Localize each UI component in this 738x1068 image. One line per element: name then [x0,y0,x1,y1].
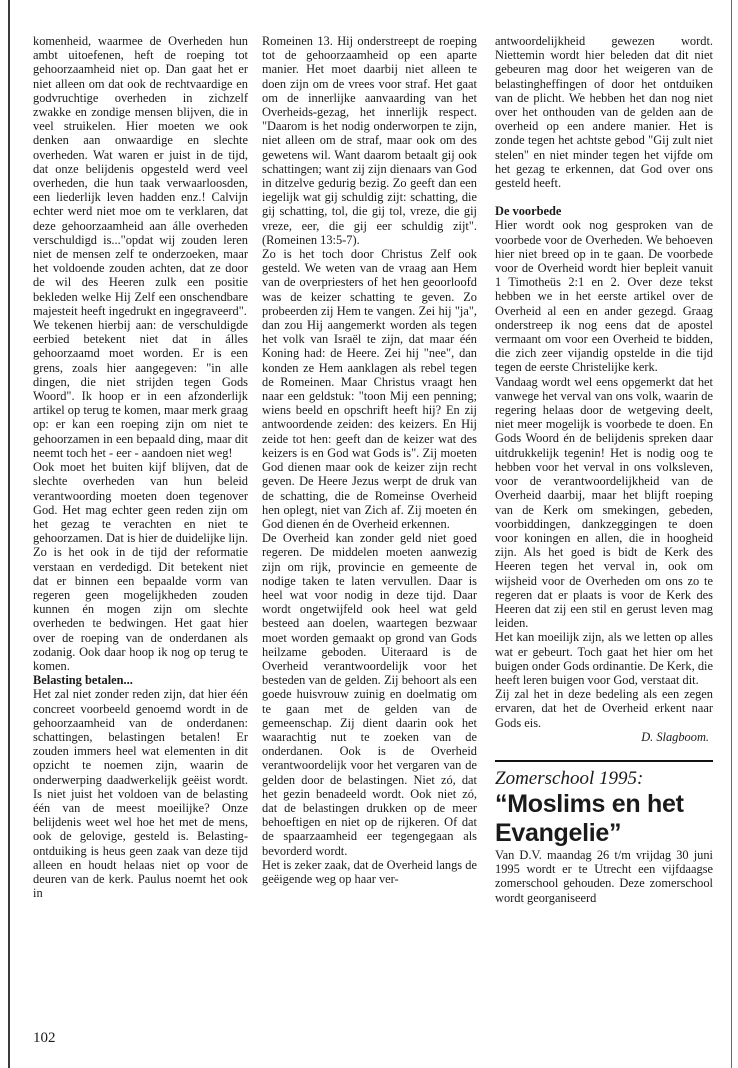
paragraph: antwoordelijkheid gewezen wordt. Niettemin wordt hier beleden dat dit niet gebeuren mag door het weigeren van de belastingheffingen of door het ontduiken van de plicht. We hebben het dan nog niet over het onthouden van de gelden aan de overheid op een andere manier. Het is zonde tegen het achtste gebod "Gij zult niet stelen" en niet minder tegen het vijfde om het gezag te erkennen, dat God over ons gesteld heeft. [495,34,713,191]
page-edge-left [8,0,10,1068]
paragraph: Vandaag wordt wel eens opgemerkt dat het vanwege het verval van ons volk, waarin de regering helaas door de wetgeving deelt, niet meer mogelijk is voorbede te doen. En Gods Woord én de belijdenis spreken daar uitdrukkelijk tegenin! Het is nodig oog te hebben voor het verval in ons volksleven, voor de verantwoordelijkheid van de Overheid daarbij, maar het blijft roeping van de Kerk om smekingen, gebeden, voorbiddingen, dankzeggingen te doen voor koningen en allen, die in hoogheid zijn. Als het goed is bidt de Kerk des Heeren tegen het verval in, ook om wijsheid voor de Overheden om ons zo te regeren dat er plaats is voor de Kerk des Heeren dat zij een stil en gerust leven mag leiden. [495,374,713,631]
announcement-paragraph: Van D.V. maandag 26 t/m vrijdag 30 juni 1995 wordt er te Utrecht een vijfdaagse zomerschool gehouden. Deze zomerschool wordt georganiseerd [495,847,713,905]
column-2 [262,34,477,886]
paragraph: Zij zal het in deze bedeling als een zegen ervaren, dat het de Overheid erkent naar Gods eis. [495,687,713,730]
subheading-belasting: Belasting betalen... [33,673,133,688]
paragraph: Het zal niet zonder reden zijn, dat hier één concreet voorbeeld genoemd wordt in de gehoorzaamheid van de onderdanen: schattingen, belastingen betalen! Er zouden immers heel wat elementen in dit opzicht te noemen zijn, waarin de onderwerping daadwerkelijk geëist wordt. Is niet juist het voldoen van de belasting één van de meest moeilijke? Onze belijdenis weet wel hoe het met de mens, ook de gelovige, gesteld is. Belasting-ontduiking is heus geen zaak van deze tijd alleen en houdt helaas niet op voor de deuren van de kerk. Paulus noemt het ook in [33,687,248,901]
announcement-kicker: Zomerschool 1995: [495,767,644,789]
page-edge-right [731,0,732,1068]
paragraph: Ook moet het buiten kijf blijven, dat de slechte overheden van hun beleid verantwoording moeten doen tegenover God. Het mag echter geen reden zijn om het gezag te verachten en niet te gehoorzamen. Dat is hier de duidelijke lijn. Zo is het ook in de tijd der reformatie verstaan en verdedigd. Dit betekent niet dat er binnen een bepaalde vorm van regeren geen mogelijkheden zouden kunnen én mogen zijn om slechte overheden te bedwingen. Het gaat hier over de roeping van de onderdanen als zodanig. Ook daar hoop ik nog op terug te komen. [33,460,248,673]
paragraph: Het is zeker zaak, dat de Overheid langs de geëigende weg op haar ver- [262,857,477,886]
section-divider [495,760,713,762]
paragraph: Hier wordt ook nog gesproken van de voorbede voor de Overheden. We behoeven hier niet breed op in te gaan. De voorbede voor de Overheid wordt hier bepleit vanuit 1 Timotheüs 2:1 en 2. Over deze tekst hebben we in het eerste artikel over de Overheid al een en ander gezegd. Graag onderstreep ik nog eens dat de apostel vermaant om voor een Overheid te bidden, die zich zeer vijandig opstelde in die tijd tegen de eerste Christelijke kerk. [495,218,713,375]
page-number: 102 [33,1030,56,1046]
column-1 [33,34,248,900]
column-3 [495,34,713,905]
announcement-headline: “Moslims en het Evangelie” [495,789,684,847]
subheading-voorbede: De voorbede [495,204,562,219]
paragraph: Het kan moeilijk zijn, als we letten op alles wat er gebeurt. Toch gaat het hier om het buigen onder Gods ordinantie. De Kerk, die heeft leren buigen voor God, verstaat dit. [495,630,713,687]
paragraph: komenheid, waarmee de Overheden hun ambt uitoefenen, heft de roeping tot gehoorzaamheid niet op. Dan gaat het er niet alleen om dat ook de rechtvaardige en godvruchtige overheden in zichzelf zwakke en zondige mensen blijven, die in veel struikelen. Hier moeten we ook denken aan onwaardige en slechte overheden. Wat waren er juist in de tijd, dat onze belijdenis opgesteld werd veel overheden, die hun taak verwaarloosden, een liederlijk leven hadden enz.! Calvijn echter werd niet moe om te verklaren, dat deze gehoorzaamheid aan álle overheden verschuldigd is..."opdat wij zouden leren niet de mensen zelf te onderzoeken, maar het voldoende zouden achten, dat ze door de wil des Heeren zulk een positie bekleden welke Hij Zelf een onschendbare majesteit heeft ingedrukt en ingegraveerd". [33,34,248,318]
paragraph: Zo is het toch door Christus Zelf ook gesteld. We weten van de vraag aan Hem van de overpriesters of het hen geoorloofd was de keizer schatting te geven. Zo probeerden zij Hem te vangen. Zei hij "ja", dan zou Hij aangemerkt worden als tegen het volk van Israël te zijn, dat maar één Koning had: de Heere. Zei hij "nee", dan konden ze Hem aanklagen als rebel tegen de Romeinen. Maar Christus vraagt hen naar een geldstuk: "toon Mij een penning; wiens beeld en opschrift heeft hij? En zij antwoordende zeiden: des keizers. En Hij zeide tot hen: geeft dan de keizer wat des keizers is en God wat Gods is". Zij moeten God dienen maar ook de keizer zijn recht geven. De Heere Jezus werpt de druk van de schatting, die de Romeinse Overheid hen oplegt, niet van Zich af. Zij moeten én God dienen én de Overheid erkennen. [262,247,477,531]
author-signature: D. Slagboom. [641,729,709,744]
paragraph: De Overheid kan zonder geld niet goed regeren. De middelen moeten aanwezig zijn om rijk, provincie en gemeente de nodige taken te laten vervullen. Daar is heel wat voor nodig in deze tijd. Daar wordt ongetwijfeld ook heel wat geld besteed aan doelen, waartegen bezwaar moet worden gemaakt op grond van Gods heilzame geboden. Uiteraard is de Overheid verantwoordelijk voor het besteden van de gelden. Zij behoort als een goede huisvrouw zuinig en doelmatig om te gaan met de gelden van de gemeenschap. Zij dient daarin ook het waarachtig nut te zoeken van de onderdanen. Ook is de Overheid verantwoordelijk voor het vergaren van de gelden door de belastingen. Niet zó, dat het gezin benadeeld wordt. Ook niet zó, dat de belastingen drukken op de meer behoeftigen en niet op de rijkeren. Of dat de spaarzaamheid eer tegengegaan als bevorderd wordt. [262,531,477,858]
paragraph: We tekenen hierbij aan: de verschuldigde eerbied betekent niet dat in álles gehoorzaamd moet worden. Er is een grens, zoals hier aangegeven: "in alle dingen, die niet strijden tegen Gods Woord". Ik hoop er in een afzonderlijk artikel op terug te komen, maar merk graag op: er kan een roeping zijn om niet te gehoorzamen in een bepaald ding, maar dit neemt toch het - eer - aandoen niet weg! [33,318,248,460]
paragraph: Romeinen 13. Hij onderstreept de roeping tot de gehoorzaamheid op een aparte manier. Het moet daarbij niet alleen te doen zijn om de vrees voor straf. Het gaat om de innerlijke aanvaarding van het Overheids-gezag, het innerlijk respect. "Daarom is het nodig onderworpen te zijn, niet alleen om de straf, maar ook om des gewetens wil. Want daarom betaalt gij ook schattingen; want zij zijn dienaars van God in ditzelve gedurig bezig. Zo geeft dan een iegelijk wat gij schuldig zijt: schatting, die gij schatting, tol, die gij tol, vreze, die gij vreze, eer, die gij eer schuldig zijt". (Romeinen 13:5-7). [262,34,477,247]
